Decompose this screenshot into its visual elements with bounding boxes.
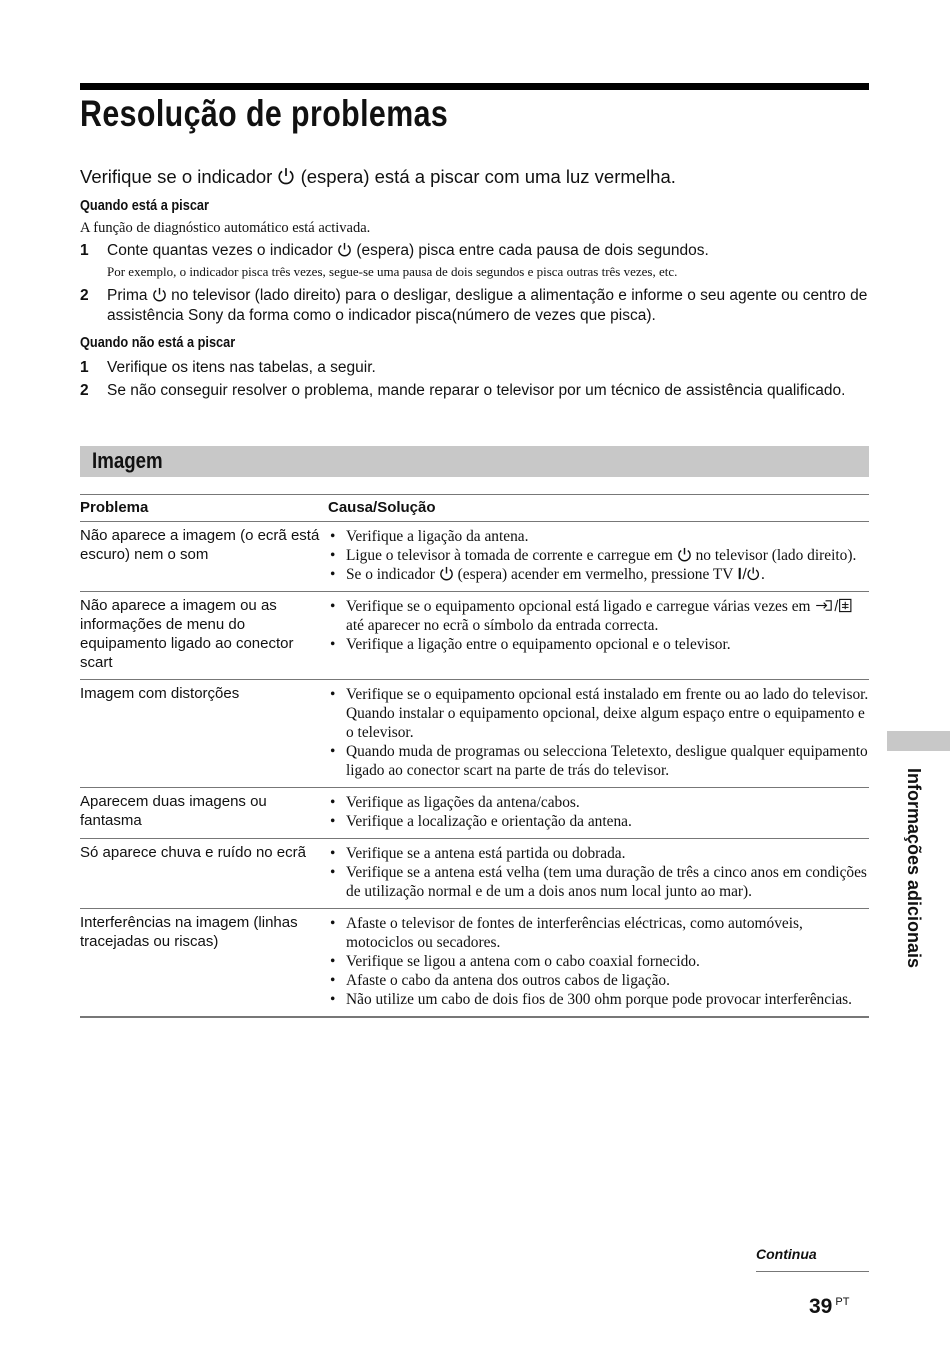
- diagnosis-text: A função de diagnóstico automático está activada.: [80, 220, 371, 236]
- side-section-label-text: Informações adicionais: [904, 768, 924, 969]
- standby-icon: [277, 167, 295, 185]
- item-text: Ligue o televisor à tomada de corrente e carregue em: [346, 547, 673, 564]
- list-item: [346, 597, 869, 635]
- table-row: [80, 680, 869, 788]
- standby-icon: [439, 566, 454, 581]
- list-item: • Verifique as ligações da antena/cabos.: [346, 793, 869, 812]
- input-select-icon: [814, 598, 854, 613]
- column-header-problem: Problema: [80, 495, 328, 522]
- title-rule: [80, 83, 869, 90]
- item-text: Se o indicador: [346, 566, 435, 583]
- problem-cell: Aparecem duas imagens ou fantasma: [80, 788, 328, 839]
- table-row: [80, 788, 869, 839]
- table-row: [80, 522, 869, 592]
- cause-cell: [328, 592, 869, 680]
- list-item: • Quando muda de programas ou selecciona Teletexto, desligue qualquer equipamento ligado ao conector scart na parte de trás do televisor.: [346, 742, 869, 780]
- section-title: Imagem: [92, 448, 163, 473]
- power-icon: [677, 547, 692, 562]
- list-item: [346, 565, 869, 584]
- power-icon: [152, 287, 167, 302]
- troubleshooting-table: [80, 494, 869, 1018]
- problem-cell: Só aparece chuva e ruído no ecrã: [80, 839, 328, 909]
- section-tab-marker: [887, 731, 950, 751]
- cause-cell: [328, 788, 869, 839]
- blinking-example-note: Por exemplo, o indicador pisca três vezes, segue-se uma pausa de dois segundos e pisca outras três vezes, etc.: [107, 264, 678, 279]
- step-number: 2: [80, 382, 89, 399]
- step-number: 2: [80, 287, 89, 304]
- intro-lead-text: Verifique se o indicador: [80, 166, 273, 187]
- page-title: Resolução de problemas: [80, 93, 449, 134]
- table-row: [80, 592, 869, 680]
- column-header-cause: Causa/Solução: [328, 495, 869, 522]
- step-text-end: (espera) pisca entre cada pausa de dois segundos.: [356, 242, 709, 259]
- list-item: • Verifique se a antena está partida ou dobrada.: [346, 844, 869, 863]
- list-item: • Verifique a localização e orientação da antena.: [346, 812, 869, 831]
- continue-label: Continua: [756, 1246, 817, 1262]
- problem-cell: Imagem com distorções: [80, 680, 328, 788]
- cause-cell: [328, 680, 869, 788]
- section-header: [80, 446, 869, 477]
- item-text-end: .: [760, 566, 765, 583]
- list-item: • Verifique se o equipamento opcional está instalado em frente ou ao lado do televisor. Quando instalar o equipamento opcional, deixe algum espaço entre o equipamento e o televisor.: [346, 685, 869, 742]
- blinking-step-1: [80, 241, 869, 261]
- cause-cell: [328, 909, 869, 1018]
- list-item: • Não utilize um cabo de dois fios de 300 ohm porque pode provocar interferências.: [346, 990, 869, 1009]
- intro-lead-text-end: (espera) está a piscar com uma luz vermelha.: [300, 166, 676, 187]
- side-section-label: [902, 768, 926, 1008]
- item-text-end: até aparecer no ecrã o símbolo da entrada correcta.: [346, 617, 659, 634]
- tv-power-icon: [737, 566, 761, 581]
- page-language: PT: [835, 1296, 850, 1308]
- list-item: [346, 546, 869, 565]
- table-row: [80, 909, 869, 1018]
- continue-rule: [756, 1271, 869, 1272]
- page-number-value: 39: [809, 1295, 833, 1318]
- problem-cell: Não aparece a imagem (o ecrã está escuro) nem o som: [80, 522, 328, 592]
- step-number: 1: [80, 359, 89, 376]
- table-row: [80, 839, 869, 909]
- page-number: [809, 1295, 849, 1319]
- item-text-end: no televisor (lado direito).: [695, 547, 857, 564]
- step-text: Conte quantas vezes o indicador: [107, 242, 333, 259]
- heading-not-blinking: Quando não está a piscar: [80, 334, 236, 351]
- step-text: Prima: [107, 287, 148, 304]
- table-header-row: [80, 495, 869, 522]
- not-blinking-step-1: [80, 358, 869, 378]
- item-text: Verifique se o equipamento opcional está ligado e carregue várias vezes em: [346, 598, 811, 615]
- cause-cell: [328, 522, 869, 592]
- cause-cell: [328, 839, 869, 909]
- step-number: 1: [80, 242, 89, 259]
- intro-lead: [80, 166, 676, 188]
- heading-blinking: Quando está a piscar: [80, 197, 209, 214]
- blinking-step-2: [80, 286, 869, 326]
- list-item: • Verifique se a antena está velha (tem uma duração de três a cinco anos em condições de utilização normal e de um a dois anos num local junto ao mar).: [346, 863, 869, 901]
- list-item: • Verifique se ligou a antena com o cabo coaxial fornecido.: [346, 952, 869, 971]
- step-text: Verifique os itens nas tabelas, a seguir.: [107, 359, 376, 376]
- step-text-end: no televisor (lado direito) para o desligar, desligue a alimentação e informe o seu agente ou centro de assistência Sony da forma como o indicador pisca(número de vezes que pisca).: [107, 287, 868, 324]
- list-item: • Verifique a ligação entre o equipamento opcional e o televisor.: [346, 635, 869, 654]
- list-item: • Afaste o cabo da antena dos outros cabos de ligação.: [346, 971, 869, 990]
- standby-icon: [337, 242, 352, 257]
- problem-cell: Interferências na imagem (linhas tracejadas ou riscas): [80, 909, 328, 1018]
- list-item: • Verifique a ligação da antena.: [346, 527, 869, 546]
- not-blinking-step-2: [80, 381, 869, 401]
- problem-cell: Não aparece a imagem ou as informações de menu do equipamento ligado ao conector scart: [80, 592, 328, 680]
- step-text: Se não conseguir resolver o problema, mande reparar o televisor por um técnico de assistência qualificado.: [107, 382, 846, 399]
- list-item: • Afaste o televisor de fontes de interferências eléctricas, como automóveis, motociclos ou secadores.: [346, 914, 869, 952]
- item-text-middle: (espera) acender em vermelho, pressione TV: [457, 566, 734, 583]
